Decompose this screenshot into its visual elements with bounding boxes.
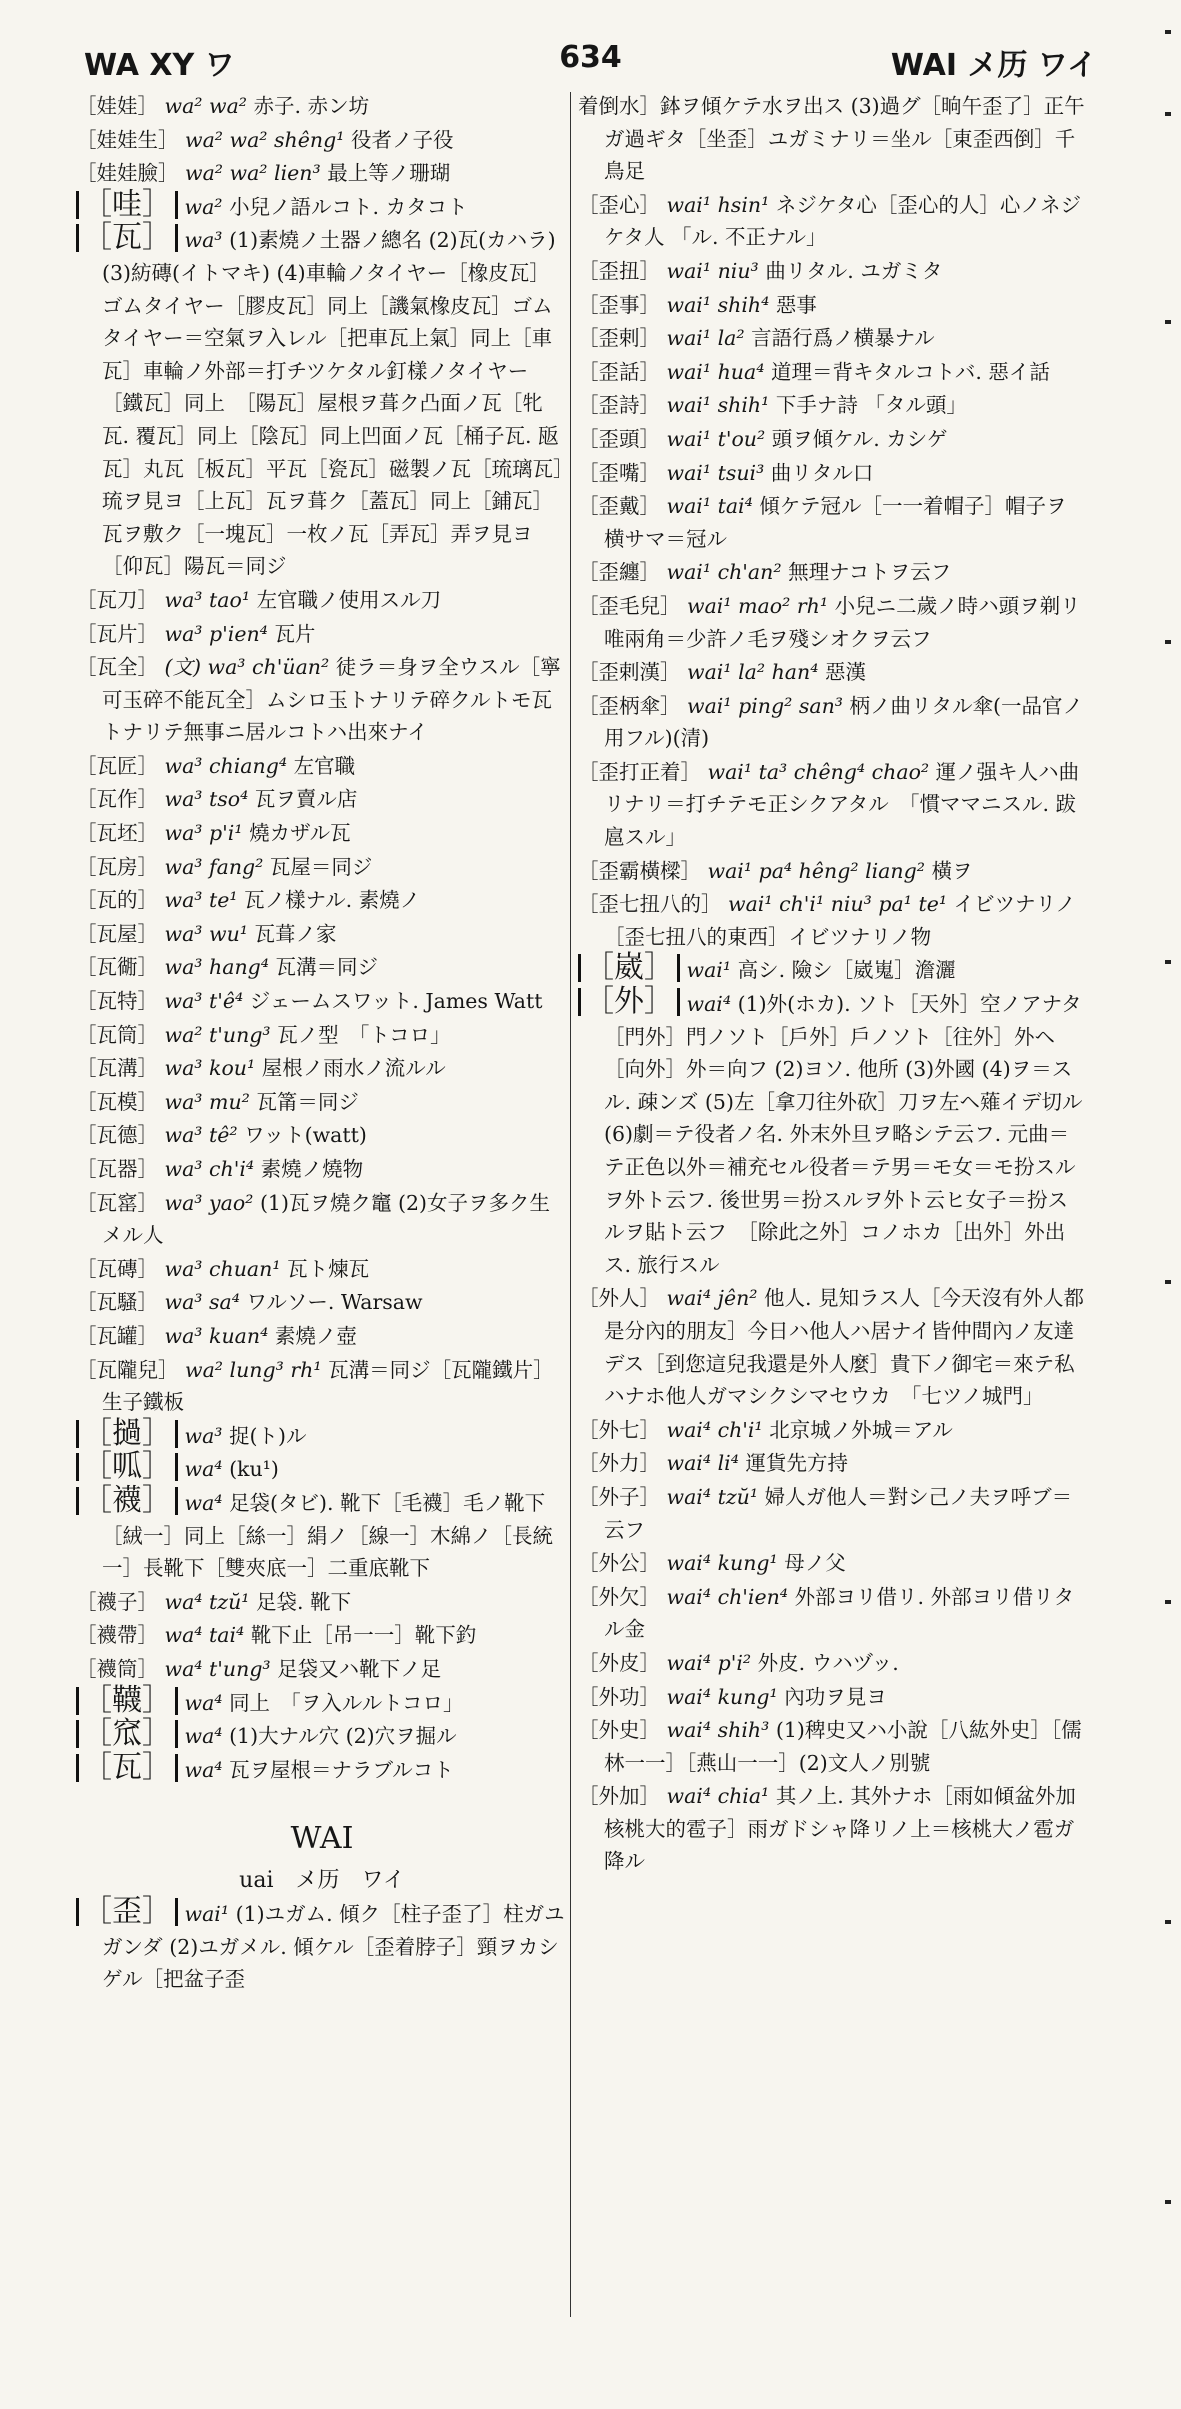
entry-definition: 瓦ヲ賣ル店 (254, 787, 358, 812)
entry-definition: 外部ヨリ借リ. 外部ヨリ借リタル金 (604, 1584, 1075, 1642)
entry-romanization: wai¹ hua⁴ (666, 359, 765, 384)
entry-romanization: wai¹ shih¹ (666, 393, 770, 418)
entry-romanization: wa⁴ tai⁴ (164, 1623, 245, 1648)
dictionary-entry (578, 457, 1086, 490)
entry-definition: 素燒ノ壺 (274, 1323, 357, 1348)
entry-romanization: wai¹ ch'an² (666, 560, 782, 585)
dictionary-entry (76, 750, 568, 783)
entry-romanization: wa³ p'ien⁴ (164, 621, 268, 646)
entry-headword: ［瓦器］ (76, 1157, 158, 1181)
entry-definition: 橫ヲ (931, 858, 973, 883)
entry-romanization: wai⁴ li⁴ (666, 1451, 739, 1476)
entry-headword: ［呱］ (76, 1453, 178, 1481)
entry-definition: 內功ヲ見ヨ (784, 1684, 887, 1709)
dictionary-entry (578, 322, 1086, 355)
entry-definition: 婦人ガ他人＝對シ己ノ夫ヲ呼ブ＝云フ (604, 1484, 1073, 1542)
entry-definition: 靴下止［吊一一］靴下釣 (250, 1623, 477, 1648)
entry-definition: ジェームスワット. James Watt (249, 989, 543, 1014)
entry-romanization: wai¹ pa⁴ hêng² liang² (707, 858, 925, 883)
entry-headword: ［外子］ (578, 1484, 660, 1509)
dictionary-entry (578, 1581, 1086, 1646)
entry-definition: 下手ナ詩 「タル頭」 (775, 393, 967, 418)
entry-romanization: wa³ kou¹ (164, 1056, 256, 1081)
entry-definition: 素燒ノ燒物 (260, 1157, 364, 1181)
dictionary-entry (76, 1320, 568, 1353)
entry-headword: ［瓦］ (76, 1754, 178, 1782)
entry-romanization: wai¹ niu³ (666, 258, 759, 283)
entry-romanization: wa³ ch'i⁴ (164, 1157, 255, 1181)
entry-definition: 母ノ父 (784, 1551, 846, 1576)
dictionary-entry (76, 157, 568, 190)
entry-definition: 瓦屋＝同ジ (269, 854, 373, 879)
dictionary-entry (578, 950, 1086, 987)
entry-definition: (1)大ナル穴 (2)穴ヲ掘ル (229, 1724, 457, 1749)
entry-definition: 惡事 (775, 292, 817, 317)
entry-romanization: wai¹ ping² san³ (687, 693, 843, 718)
dictionary-entry (76, 1052, 568, 1085)
entry-definition: 役者ノ子役 (350, 127, 454, 152)
dictionary-entry (578, 1282, 1086, 1412)
entry-definition: 瓦溝＝同ジ (275, 955, 379, 980)
dictionary-entry (76, 1894, 568, 1996)
dictionary-entry (76, 1716, 568, 1753)
dictionary-entry (578, 255, 1086, 288)
entry-definition: 左官職 (293, 753, 356, 778)
entry-headword: ［瓦的］ (76, 888, 158, 913)
entry-romanization: wa³ (184, 228, 223, 253)
entry-romanization: wa⁴ tzŭ¹ (164, 1589, 250, 1614)
entry-definition: 同上 「ヲ入ルルトコロ」 (229, 1690, 464, 1715)
entry-romanization: wai¹ t'ou² (666, 426, 766, 451)
entry-definition: 運ノ强キ人ハ曲リナリ＝打チテモ正シクアタル 「慣ママニスル. 跋扈スル」 (604, 759, 1080, 850)
entry-headword: ［外功］ (578, 1684, 660, 1709)
entry-definition: 瓦ト煉瓦 (287, 1256, 370, 1281)
entry-headword: ［外史］ (578, 1718, 660, 1743)
entry-headword: ［瓦屋］ (76, 921, 158, 946)
entry-romanization: wai¹ (686, 958, 732, 983)
dictionary-entry (578, 855, 1086, 888)
entry-romanization: wa³ te¹ (164, 888, 238, 913)
entry-headword: ［外皮］ (578, 1650, 660, 1675)
entry-romanization: wai⁴ p'i² (666, 1650, 752, 1675)
dictionary-entry (76, 186, 568, 224)
entry-headword: ［瓦衚］ (76, 955, 158, 980)
left-column (76, 90, 568, 2320)
entry-romanization: wai¹ tai⁴ (666, 494, 753, 519)
entry-headword: ［襪帶］ (76, 1623, 158, 1648)
entry-definition: 北京城ノ外城＝アル (769, 1417, 953, 1442)
dictionary-entry (76, 1086, 568, 1119)
entry-headword: ［娃娃］ (76, 94, 158, 118)
dictionary-entry (76, 1653, 568, 1686)
dictionary-entry (76, 1187, 568, 1252)
entry-headword: ［歪霸橫樑］ (578, 858, 701, 883)
entry-definition: 屋根ノ雨水ノ流ルル (261, 1056, 446, 1081)
entry-romanization: wa³ yao² (164, 1190, 254, 1215)
entry-romanization: wa³ tê² (164, 1123, 238, 1148)
entry-headword: ［瓦匠］ (76, 753, 158, 778)
dictionary-entry (578, 656, 1086, 689)
entry-headword: ［韈］ (76, 1687, 178, 1715)
dictionary-entry (76, 1482, 568, 1585)
dictionary-entry (578, 1447, 1086, 1480)
entry-romanization: wa² t'ung³ (164, 1022, 271, 1047)
entry-romanization: (文) wa³ ch'üan² (164, 655, 330, 680)
entry-definition: イビツナリノ［歪七扭八的東西］イビツナリノ物 (604, 892, 1076, 949)
entry-headword: ［歪心］ (578, 192, 660, 217)
entry-romanization: wai¹ ta³ chêng⁴ chao² (707, 759, 930, 784)
entry-headword: ［瓦片］ (76, 621, 158, 646)
entry-headword: ［歪扭］ (578, 258, 660, 283)
entry-definition: 曲リタル. ユガミタ (765, 258, 943, 283)
entry-headword: ［襪筒］ (76, 1656, 158, 1681)
entry-headword: ［瓦特］ (76, 989, 158, 1014)
entry-headword: ［襪］ (76, 1487, 178, 1515)
entry-headword: ［窊］ (76, 1720, 178, 1748)
entry-definition: 着倒水］鉢ヲ傾ケテ水ヲ出ス (3)過グ［晌午歪了］正午ガ過ギタ［坐歪］ユガミナリ＝坐ル［東歪西倒］千鳥足 (578, 94, 1085, 184)
dictionary-entry (578, 1780, 1086, 1878)
entry-headword: ［外］ (578, 988, 680, 1016)
dictionary-entry (76, 918, 568, 951)
page-header (70, 30, 1111, 90)
dictionary-entry (578, 590, 1086, 655)
entry-headword: ［歪嘴］ (578, 460, 660, 485)
entry-headword: ［歪詩］ (578, 393, 660, 418)
entry-headword: ［瓦房］ (76, 854, 158, 879)
dictionary-entry (76, 1619, 568, 1652)
entry-headword: ［歪事］ (578, 292, 660, 317)
entry-headword: ［娃娃臉］ (76, 161, 179, 186)
page-number: 634 (559, 40, 622, 75)
entry-definition: 最上等ノ珊瑚 (327, 161, 451, 186)
entry-romanization: wai¹ (184, 1902, 230, 1927)
entry-definition: 曲リタル口 (770, 460, 874, 485)
entry-romanization: wa³ tso⁴ (164, 787, 249, 812)
entry-definition: 瓦溝＝同ジ［瓦隴鐵片］生子鐵板 (102, 1357, 554, 1415)
entry-headword: ［歪戴］ (578, 494, 660, 519)
dictionary-entry (76, 1586, 568, 1619)
section-heading (76, 1814, 568, 1898)
entry-romanization: wa³ kuan⁴ (164, 1323, 269, 1348)
entry-definition: 小兒ノ語ルコト. カタコト (229, 194, 468, 219)
entry-romanization: wa⁴ (184, 1490, 223, 1515)
entry-definition: (1)ユガム. 傾ク［柱子歪了］柱ガユガンダ (2)ユガメル. 傾ケル［歪着脖子］頸ヲカシゲル［把盆子歪 (102, 1902, 565, 1992)
entry-headword: ［歪打正着］ (578, 759, 701, 784)
dictionary-entry (76, 783, 568, 816)
entry-headword: ［外公］ (578, 1551, 660, 1576)
entry-headword: ［崴］ (578, 954, 680, 982)
entry-romanization: wa³ (184, 1423, 223, 1448)
entry-headword: ［瓦溝］ (76, 1056, 158, 1081)
entry-romanization: wa² lung³ rh¹ (185, 1357, 322, 1382)
entry-headword: ［歪頭］ (578, 426, 660, 451)
entry-romanization: wai⁴ kung¹ (666, 1684, 778, 1709)
entry-definition: 外皮. ウハヅッ. (757, 1650, 899, 1675)
entry-definition: 左官職ノ使用スル刀 (256, 587, 442, 612)
entry-romanization: wai⁴ shih³ (666, 1718, 770, 1743)
entry-romanization: wai⁴ chia¹ (666, 1784, 770, 1809)
dictionary-entry (76, 1749, 568, 1787)
entry-romanization: wai⁴ jên² (666, 1286, 758, 1311)
dictionary-entry (578, 356, 1086, 389)
entry-romanization: wai¹ mao² rh¹ (687, 593, 829, 618)
dictionary-entry (76, 1415, 568, 1453)
dictionary-entry (578, 984, 1086, 1281)
dictionary-entry (76, 951, 568, 984)
entry-romanization: wa³ tao¹ (164, 587, 251, 612)
dictionary-entry (76, 1119, 568, 1152)
entry-headword: ［襪子］ (76, 1589, 158, 1614)
dictionary-entry (76, 851, 568, 884)
entry-definition: 瓦筩＝同ジ (256, 1089, 359, 1114)
entry-definition: 小兒ニ二歲ノ時ハ頭ヲ剃リ唯兩角＝少許ノ毛ヲ殘シオクヲ云フ (604, 593, 1081, 651)
entry-headword: ［歪柄傘］ (578, 693, 681, 718)
entry-romanization: wai¹ hsin¹ (666, 192, 770, 217)
entry-romanization: wa³ hang⁴ (164, 955, 270, 980)
entry-headword: ［瓦磚］ (76, 1256, 158, 1281)
dictionary-entry (578, 1547, 1086, 1580)
entry-headword: ［瓦坯］ (76, 821, 158, 846)
entry-definition: 瓦葺ノ家 (254, 921, 337, 946)
entry-definition: 足袋又ハ靴下ノ足 (277, 1656, 442, 1681)
entry-headword: ［瓦］ (76, 224, 178, 252)
dictionary-entry (578, 389, 1086, 422)
entry-definition: 惡漢 (824, 660, 866, 685)
entry-definition: 瓦ヲ屋根＝ナラブルコト (229, 1757, 454, 1782)
entry-headword: ［外欠］ (578, 1584, 660, 1609)
dictionary-entry (76, 1682, 568, 1720)
entry-headword: ［瓦德］ (76, 1123, 158, 1148)
dictionary-entry (76, 1449, 568, 1486)
entry-romanization: wa³ fang² (164, 854, 264, 879)
entry-headword: ［外人］ (578, 1286, 660, 1311)
entry-headword: ［娃娃生］ (76, 127, 179, 152)
dictionary-entry (76, 884, 568, 917)
entry-headword: ［撾］ (76, 1420, 178, 1448)
entry-headword: ［瓦罐］ (76, 1323, 158, 1348)
dictionary-entry (76, 651, 568, 749)
entry-headword: ［外加］ (578, 1784, 660, 1809)
entry-definition: 徒ラ＝身ヲ全ウスル［寧可玉碎不能瓦全］ムシロ玉トナリテ碎クルトモ瓦トナリテ無事ニ居ルコトハ出來ナイ (102, 655, 561, 745)
entry-definition: 瓦ノ樣ナル. 素燒ノ (244, 888, 421, 913)
dictionary-entry (578, 189, 1086, 254)
entry-romanization: wa³ chiang⁴ (164, 753, 288, 778)
entry-headword: ［瓦全］ (76, 655, 158, 680)
entry-romanization: wa⁴ (184, 1690, 223, 1715)
entry-definition: (1)瓦ヲ燒ク竈 (2)女子ヲ多ク生メル人 (102, 1190, 551, 1248)
entry-headword: ［瓦模］ (76, 1089, 158, 1114)
entry-romanization: wai¹ ch'i¹ niu³ pa¹ te¹ (728, 892, 948, 917)
dictionary-entry (76, 584, 568, 617)
entry-headword: ［歪纏］ (578, 560, 660, 585)
dictionary-entry (578, 1414, 1086, 1447)
entry-headword: ［歪毛兒］ (578, 593, 681, 618)
entry-definition: (1)外(ホカ). ソト［天外］空ノアナタ［門外］門ノソト［戶外］戶ノソト［往外］外ヘ［向外］外＝向フ (2)ヨソ. 他所 (3)外國 (4)ヲ＝スル. 疎ンズ (5)左［拿刀往外砍］刀ヲ左ヘ薙イデ切ル (6)劇＝テ役者ノ名. 外末外旦ヲ略シテ云フ. 元曲＝テ正色以外＝補充セル役者＝テ男＝モ女＝モ扮スルヲ外ト云フ. 後世男＝扮スルヲ外ト云ヒ女子＝扮スルヲ貼ト云フ ［除此之外］コノホカ［出外］外出ス. 旅行スル (604, 992, 1083, 1277)
entry-headword: ［瓦隴兒］ (76, 1357, 179, 1382)
dictionary-entry (76, 1253, 568, 1286)
dictionary-entry (76, 618, 568, 651)
entry-definition: ワルソー. Warsaw (246, 1290, 423, 1315)
entry-definition: 其ノ上. 其外ナホ［雨如傾盆外加核桃大的雹子］雨ガドシャ降リノ上＝核桃大ノ雹ガ降ル (604, 1784, 1076, 1874)
entry-definition: 頭ヲ傾ケル. カシゲ (771, 426, 948, 451)
entry-romanization: wai¹ shih⁴ (666, 292, 770, 317)
dictionary-entry (76, 1153, 568, 1186)
dictionary-entry (578, 90, 1086, 188)
entry-definition: 瓦ノ型 「トコロ」 (277, 1022, 451, 1047)
entry-definition: 他人. 見知ラス人［今天沒有外人都是分內的朋友］今日ハ他人ハ居ナイ皆仲間內ノ友達デス［到您這兒我還是外人麼］貴下ノ御宅＝來テ私ハナホ他人ガマシクシマセウカ 「七ツノ城門」 (604, 1286, 1084, 1409)
entry-romanization: wa² wa² (164, 94, 248, 118)
entry-definition: 燒カザル瓦 (249, 821, 351, 846)
entry-romanization: wai¹ la² han⁴ (687, 660, 819, 685)
section-title: WAI (290, 1821, 354, 1857)
dictionary-entry (76, 817, 568, 850)
entry-definition: 捉(ト)ル (229, 1423, 307, 1448)
entry-romanization: wa⁴ t'ung³ (164, 1656, 271, 1681)
entry-definition: 足袋(タビ). 靴下［毛襪］毛ノ靴下［絨一］同上［絲一］絹ノ［線一］木綿ノ［長統一］長靴下［雙夾底一］二重底靴下 (102, 1490, 553, 1581)
entry-headword: ［歪剌漢］ (578, 660, 681, 685)
entry-definition: 赤子. 赤ン坊 (253, 94, 370, 118)
dictionary-entry (578, 289, 1086, 322)
entry-headword: ［外力］ (578, 1451, 660, 1476)
dictionary-entry (76, 1019, 568, 1052)
entry-definition: ワット(watt) (244, 1123, 367, 1148)
entry-romanization: wa³ wu¹ (164, 921, 249, 946)
entry-romanization: wai⁴ (686, 992, 732, 1017)
entry-definition: 高シ. 險シ［崴嵬］澹灑 (737, 958, 956, 983)
dictionary-entry (578, 888, 1086, 953)
dictionary-entry (578, 756, 1086, 854)
entry-headword: ［歪剌］ (578, 326, 660, 351)
entry-romanization: wai⁴ ch'i¹ (666, 1417, 763, 1442)
entry-romanization: wa³ chuan¹ (164, 1256, 281, 1281)
section-subtitle: uai メ历 ワイ (239, 1868, 405, 1894)
dictionary-entry (76, 985, 568, 1018)
dictionary-entry (578, 1714, 1086, 1779)
entry-definition: 瓦片 (274, 621, 316, 646)
entry-romanization: wa² wa² lien³ (185, 161, 321, 186)
dictionary-entry (578, 490, 1086, 555)
entry-romanization: wa⁴ (184, 1457, 223, 1482)
entry-headword: ［瓦窰］ (76, 1190, 158, 1215)
entry-definition: 道理＝背キタルコトバ. 惡イ話 (770, 359, 1050, 384)
entry-headword: ［哇］ (76, 191, 178, 219)
dictionary-entry (578, 1481, 1086, 1546)
entry-romanization: wa⁴ (184, 1724, 223, 1749)
dictionary-entry (578, 690, 1086, 755)
entry-headword: ［外七］ (578, 1417, 660, 1442)
entry-romanization: wa⁴ (184, 1757, 223, 1782)
entry-headword: ［歪話］ (578, 359, 660, 384)
entry-romanization: wa³ sa⁴ (164, 1290, 240, 1315)
dictionary-entry (76, 1354, 568, 1419)
entry-romanization: wa² (184, 194, 223, 219)
entry-headword: ［歪］ (76, 1898, 178, 1926)
entry-romanization: wai⁴ tzŭ¹ (666, 1484, 759, 1509)
edge-marks (1155, 0, 1175, 2409)
entry-romanization: wa³ mu² (164, 1089, 250, 1114)
entry-definition: (1)素燒ノ土器ノ總名 (2)瓦(カハラ) (3)紡磚(イトマキ) (4)車輪ノタイヤー［橡皮瓦］ゴムタイヤー［膠皮瓦］同上［譏氣橡皮瓦］ゴムタイヤー＝空氣ヲ入レル［把車瓦上氣］同上［車瓦］車輪ノ外部＝打チツケタル釘樣ノタイヤー［鐵瓦］同上 ［陽瓦］屋根ヲ葺ク凸面ノ瓦［牝瓦. 覆瓦］同上［陰瓦］同上凹面ノ瓦［桶子瓦. 瓪瓦］丸瓦［板瓦］平瓦［瓷瓦］磁製ノ瓦［琉璃瓦］琉ヲ見ヨ［上瓦］瓦ヲ葺ク［蓋瓦］同上［鋪瓦］瓦ヲ敷ク［一塊瓦］一枚ノ瓦［弄瓦］弄ヲ見ヨ［仰瓦］陽瓦＝同ジ (102, 228, 564, 579)
entry-definition: 足袋. 靴下 (256, 1589, 352, 1614)
entry-headword: ［瓦騷］ (76, 1290, 158, 1315)
entry-romanization: wa³ p'i¹ (164, 821, 243, 846)
entry-romanization: wai⁴ ch'ien⁴ (666, 1584, 789, 1609)
dictionary-entry (578, 423, 1086, 456)
entry-definition: (ku¹) (229, 1457, 279, 1482)
entry-headword: ［歪七扭八的］ (578, 892, 722, 917)
entry-definition: (1)稗史又ハ小說［八紘外史］［儒林一一］［燕山一一］(2)文人ノ別號 (604, 1718, 1082, 1775)
entry-headword: ［瓦刀］ (76, 587, 158, 612)
header-right-guide: WAI メ历 ワイ (890, 48, 1097, 83)
column-divider (570, 92, 571, 2317)
header-left-guide: WA XY ワ (84, 48, 235, 83)
entry-definition: ネジケタ心［歪心的人］心ノネジケタ人 「ル. 不正ナル」 (604, 192, 1082, 250)
dictionary-entry (76, 124, 568, 157)
dictionary-entry (76, 1286, 568, 1319)
entry-romanization: wa³ t'ê⁴ (164, 989, 244, 1014)
entry-definition: 運貨先方持 (745, 1451, 848, 1476)
entry-definition: 無理ナコトヲ云フ (788, 560, 952, 585)
dictionary-entry (578, 1681, 1086, 1714)
entry-definition: 柄ノ曲リタル傘(一品官ノ用フル)(清) (604, 693, 1084, 751)
entry-definition: 言語行爲ノ横暴ナル (751, 326, 935, 351)
entry-romanization: wai¹ la² (666, 326, 745, 351)
entry-headword: ［瓦筒］ (76, 1022, 158, 1047)
entry-romanization: wai¹ tsui³ (666, 460, 765, 485)
entry-romanization: wai⁴ kung¹ (666, 1551, 778, 1576)
dictionary-entry (578, 1647, 1086, 1680)
entry-headword: ［瓦作］ (76, 787, 158, 812)
dictionary-entry (76, 90, 568, 123)
right-column (578, 90, 1086, 2320)
dictionary-entry (578, 556, 1086, 589)
entry-definition: 傾ケテ冠ル［一一着帽子］帽子ヲ横サマ＝冠ル (604, 494, 1067, 551)
entry-romanization: wa² wa² shêng¹ (185, 127, 345, 152)
dictionary-entry (76, 220, 568, 583)
